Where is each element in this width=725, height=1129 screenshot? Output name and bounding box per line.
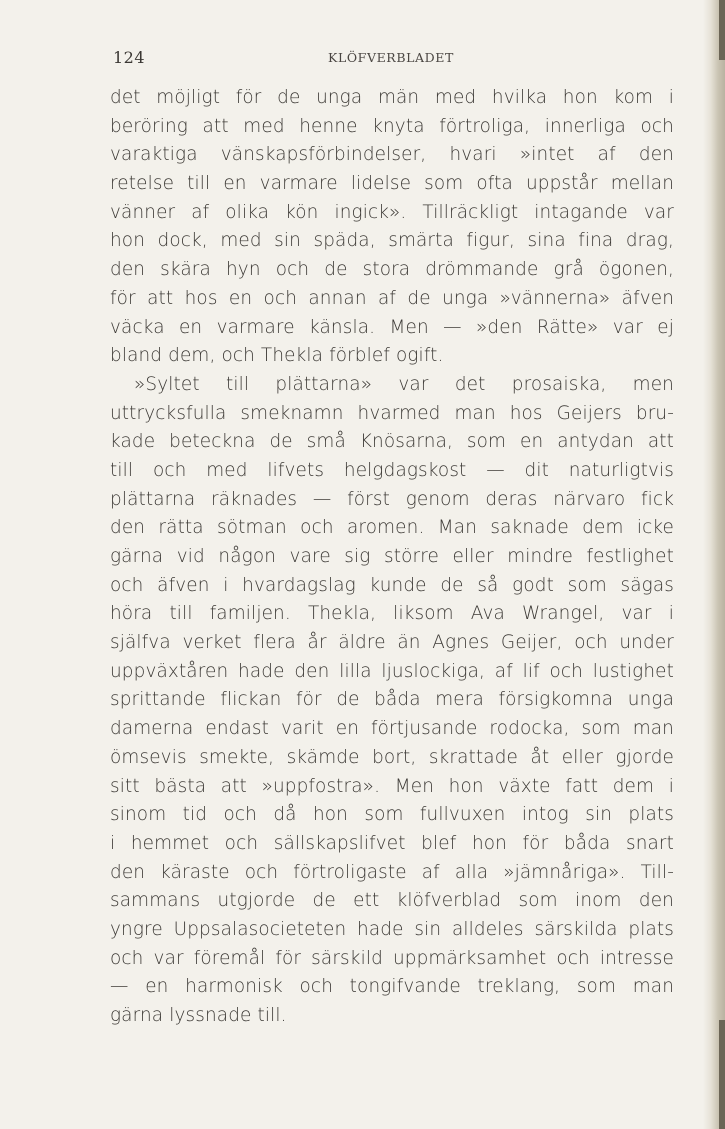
text-line: den rätta sötman och aromen. Man saknade dem icke bbox=[110, 517, 674, 539]
text-line: själfva verket flera år äldre än Agnes Geijer, och under bbox=[110, 632, 674, 654]
body-text bbox=[110, 84, 674, 1031]
text-line: kade beteckna de små Knösarna, som en antydan att bbox=[110, 431, 674, 453]
page-edge-dark-bottom bbox=[719, 1020, 725, 1129]
text-line: och äfven i hvardagslag kunde de så godt som sägas bbox=[110, 574, 674, 596]
text-line: i hemmet och sällskapslifvet blef hon för båda snart bbox=[110, 832, 674, 854]
text-line: till och med lifvets helgdagskost — dit naturligtvis bbox=[110, 459, 674, 481]
text-line: yngre Uppsalasocieteten hade sin alldeles särskilda plats bbox=[110, 918, 674, 940]
text-line: gärna vid någon vare sig större eller mindre festlighet bbox=[110, 546, 674, 567]
text-line: vänner af olika kön ingick». Tillräckligt intagande var bbox=[110, 201, 674, 223]
text-line: sammans utgjorde de ett klöfverblad som inom den bbox=[110, 890, 674, 912]
text-line: bland dem, och Thekla förblef ogift. bbox=[110, 345, 444, 367]
text-line: uttrycksfulla smeknamn hvarmed man hos Geijers bru- bbox=[110, 402, 674, 424]
text-line: och var föremål för särskild uppmärksamhet och intresse bbox=[110, 947, 674, 969]
text-line: höra till familjen. Thekla, liksom Ava Wrangel, var i bbox=[110, 603, 674, 625]
text-line: den skära hyn och de stora drömmande grå ögonen, bbox=[110, 259, 674, 281]
text-line: det möjligt för de unga män med hvilka hon kom i bbox=[110, 87, 674, 108]
text-line: hon dock, med sin späda, smärta figur, sina fina drag, bbox=[110, 230, 674, 252]
page-number: 124 bbox=[113, 48, 146, 67]
text-line-paragraph-start: »Syltet till plättarna» var det prosaiska, men bbox=[134, 373, 674, 395]
text-line: beröring att med henne knyta förtroliga, innerliga och bbox=[110, 115, 674, 137]
text-line: uppväxtåren hade den lilla ljuslockiga, af lif och lustighet bbox=[110, 660, 674, 682]
text-line: retelse till en varmare lidelse som ofta uppstår mellan bbox=[110, 173, 674, 195]
page-edge-shadow bbox=[703, 0, 725, 1129]
text-line: sinom tid och då hon som fullvuxen intog sin plats bbox=[110, 804, 674, 826]
text-line: plättarna räknades — först genom deras närvaro fick bbox=[110, 488, 674, 510]
running-head: KLÖFVERBLADET bbox=[328, 50, 454, 65]
text-line: sprittande flickan för de båda mera försigkomna unga bbox=[110, 689, 674, 711]
page-header bbox=[113, 48, 673, 72]
text-line: för att hos en och annan af de unga »vännerna» äfven bbox=[110, 287, 674, 309]
text-line: väcka en varmare känsla. Men — »den Rätte» var ej bbox=[110, 316, 674, 338]
text-line: sitt bästa att »uppfostra». Men hon växte fatt dem i bbox=[110, 775, 674, 797]
page-edge-dark-top bbox=[719, 0, 725, 60]
text-line: gärna lyssnade till. bbox=[110, 1005, 287, 1026]
text-line: varaktiga vänskapsförbindelser, hvari »intet af den bbox=[110, 144, 674, 166]
text-line: — en harmonisk och tongifvande treklang, som man bbox=[110, 976, 674, 998]
text-line: den käraste och förtroligaste af alla »jämnåriga». Till- bbox=[110, 861, 674, 883]
text-line: ömsevis smekte, skämde bort, skrattade åt eller gjorde bbox=[110, 746, 674, 768]
text-line: damerna endast varit en förtjusande rodocka, som man bbox=[110, 718, 674, 740]
